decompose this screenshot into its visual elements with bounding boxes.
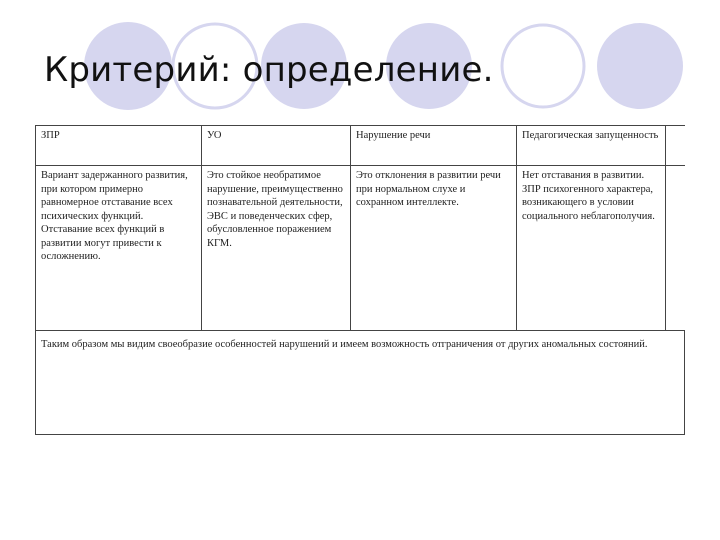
- header-speech-disorder: Нарушение речи: [356, 130, 431, 141]
- outline-circle-2: [502, 25, 584, 107]
- column-divider-4: [665, 125, 666, 330]
- header-uo: УО: [207, 130, 222, 141]
- header-zpr: ЗПР: [41, 130, 60, 141]
- filled-circle-4: [597, 23, 683, 109]
- header-pedagogical-neglect: Педагогическая запущенность: [522, 130, 659, 141]
- table-bottom-border: [35, 434, 685, 435]
- criteria-table: [35, 125, 685, 435]
- definition-zpr: Вариант задержанного развития, при котором примерно равномерное отставание всех психических функций. Отставание всех функций в развитии могут привести к осложнению.: [41, 170, 188, 262]
- definition-pedagogical-neglect: Нет отставания в развитии. ЗПР психогенного характера, возникающего в условии социального неблагополучия.: [522, 170, 655, 222]
- definition-uo: Это стойкое необратимое нарушение, преимущественно познавательной деятельности, ЭВС и поведенческих сфер, обусловленное поражением КГМ.: [207, 170, 343, 249]
- table-right-border: [684, 330, 685, 435]
- slide-title: Критерий: определение.: [44, 50, 494, 90]
- definition-speech-disorder: Это отклонения в развитии речи при нормальном слухе и сохранном интеллекте.: [356, 170, 501, 208]
- summary-text: Таким образом мы видим своеобразие особенностей нарушений и имеем возможность отграничения от других аномальных состояний.: [41, 339, 648, 350]
